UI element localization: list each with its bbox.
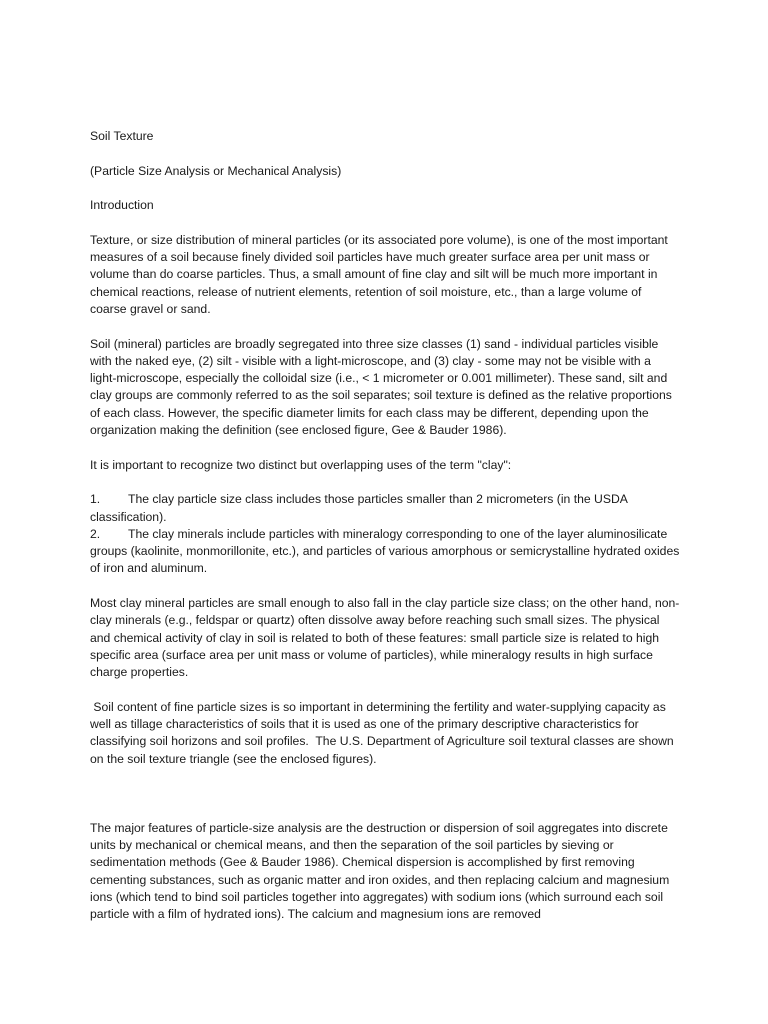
list-item — [90, 526, 680, 578]
document-title: Soil Texture — [90, 129, 154, 143]
numbered-list — [90, 491, 680, 577]
document-subtitle: (Particle Size Analysis or Mechanical Analysis) — [90, 163, 342, 178]
list-item-text: The clay particle size class includes those particles smaller than 2 micrometers (in the USDA classification). — [90, 492, 628, 524]
paragraph-clay-minerals: Most clay mineral particles are small enough to also fall in the clay particle size class; on the other hand, non-clay minerals (e.g., feldspar or quartz) often dissolve away before reaching such small sizes. The physical and chemical activity of clay in soil is related to both of these features: small particle size is related to high specific area (surface area per unit mass or volume of particles), while mineralogy results in high surface charge properties. — [90, 596, 680, 680]
list-item — [90, 491, 680, 526]
paragraph-particle-size-analysis: The major features of particle-size analysis are the destruction or dispersion of soil aggregates into discrete units by mechanical or chemical means, and then the separation of the soil particles by sieving or sedimentation methods (Gee & Bauder 1986). Chemical dispersion is accomplished by first removing cementing substances, such as organic matter and iron oxides, and then replacing calcium and magnesium ions (which tend to bind soil particles together into aggregates) with sodium ions (which surround each soil particle with a film of hydrated ions). The calcium and magnesium ions are removed — [90, 820, 670, 922]
list-item-number: 1. — [90, 492, 101, 507]
section-heading: Introduction — [90, 198, 154, 213]
list-item-text: The clay minerals include particles with mineralogy corresponding to one of the layer aluminosilicate groups (kaolinite, monmorillonite, etc.), and particles of various amorphous or semicrystalline hydrated oxides of iron and aluminum. — [90, 526, 680, 576]
document-body — [90, 128, 680, 941]
paragraph-fine-particles: Soil content of fine particle sizes is so important in determining the fertility and water-supplying capacity as well as tillage characteristics of soils that it is used as one of the primary descriptive characteristics for classifying soil horizons and soil profiles. The U.S. Department of Agriculture soil textural classes are shown on the soil texture triangle (see the enclosed figures). — [90, 699, 678, 766]
paragraph-texture-intro: Texture, or size distribution of mineral particles (or its associated pore volume), is one of the most important measures of a soil because finely divided soil particles have much greater surface area per unit mass or volume than do coarse particles. Thus, a small amount of fine clay and silt will be much more important in chemical reactions, release of nutrient elements, retention of soil moisture, etc., than a large volume of coarse gravel or sand. — [90, 232, 668, 316]
section-spacer — [90, 785, 680, 820]
list-item-number: 2. — [90, 526, 101, 541]
paragraph-clay-uses: It is important to recognize two distinct but overlapping uses of the term "clay": — [90, 457, 512, 472]
paragraph-soil-particles: Soil (mineral) particles are broadly segregated into three size classes (1) sand - individual particles visible with the naked eye, (2) silt - visible with a light-microscope, and (3) clay - some may not be visible with a light-microscope, especially the colloidal size (i.e., < 1 micrometer or 0.001 millimeter). These sand, silt and clay groups are commonly referred to as the soil separates; soil texture is defined as the relative proportions of each class. However, the specific diameter limits for each class may be different, depending upon the organization making the definition (see enclosed figure, Gee & Bauder 1986). — [90, 336, 672, 438]
